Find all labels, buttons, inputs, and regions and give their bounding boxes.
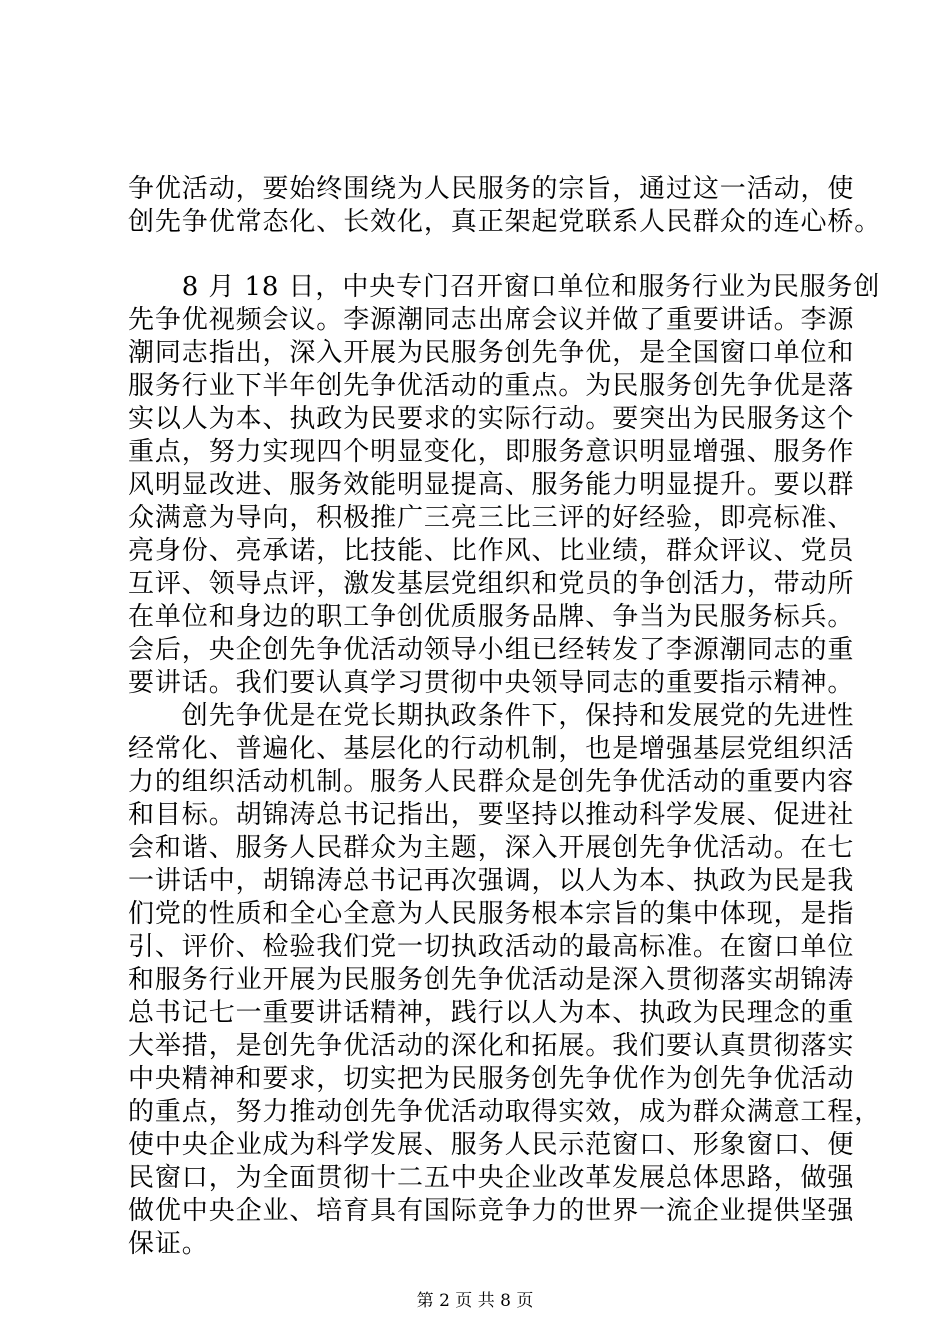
body-text-line: 民窗口，为全面贯彻十二五中央企业改革发展总体思路，做强 — [128, 1163, 855, 1193]
body-text-line: 亮身份、亮承诺，比技能、比作风、比业绩，群众评议、党员 — [128, 536, 855, 566]
body-text-line: 实以人为本、执政为民要求的实际行动。要突出为民服务这个 — [128, 404, 855, 434]
body-text-line: 们党的性质和全心全意为人民服务根本宗旨的集中体现，是指 — [128, 899, 855, 929]
body-text-line: 做优中央企业、培育具有国际竞争力的世界一流企业提供坚强 — [128, 1196, 855, 1226]
body-text-line: 大举措，是创先争优活动的深化和拓展。我们要认真贯彻落实 — [128, 1031, 855, 1061]
body-text-line: 总书记七一重要讲话精神，践行以人为本、执政为民理念的重 — [128, 998, 855, 1028]
body-text-line: 8 月 18 日，中央专门召开窗口单位和服务行业为民服务创 — [128, 272, 881, 302]
body-text-line: 使中央企业成为科学发展、服务人民示范窗口、形象窗口、便 — [128, 1130, 855, 1160]
body-text-line: 先争优视频会议。李源潮同志出席会议并做了重要讲话。李源 — [128, 305, 855, 335]
page-number-footer: 第 2 页 共 8 页 — [416, 1291, 534, 1311]
body-text-line-last: 保证。 — [128, 1229, 209, 1259]
body-text-line: 力的组织活动机制。服务人民群众是创先争优活动的重要内容 — [128, 767, 855, 797]
body-text-line: 会后，央企创先争优活动领导小组已经转发了李源潮同志的重 — [128, 635, 855, 665]
body-text-line: 一讲话中，胡锦涛总书记再次强调，以人为本、执政为民是我 — [128, 866, 855, 896]
body-text-line: 和服务行业开展为民服务创先争优活动是深入贯彻落实胡锦涛 — [128, 965, 855, 995]
body-text-line: 潮同志指出，深入开展为民服务创先争优，是全国窗口单位和 — [128, 338, 855, 368]
body-text-line: 经常化、普遍化、基层化的行动机制，也是增强基层党组织活 — [128, 734, 855, 764]
body-text-line: 服务行业下半年创先争优活动的重点。为民服务创先争优是落 — [128, 371, 855, 401]
body-text-line: 和目标。胡锦涛总书记指出，要坚持以推动科学发展、促进社 — [128, 800, 855, 830]
body-text-line: 创先争优常态化、长效化，真正架起党联系人民群众的连心桥。 — [128, 207, 882, 237]
body-text-line: 要讲话。我们要认真学习贯彻中央领导同志的重要指示精神。 — [128, 668, 855, 698]
body-text-line: 争优活动，要始终围绕为人民服务的宗旨，通过这一活动，使 — [128, 174, 855, 204]
body-text-line: 会和谐、服务人民群众为主题，深入开展创先争优活动。在七 — [128, 833, 855, 863]
body-text-line: 在单位和身边的职工争创优质服务品牌、争当为民服务标兵。 — [128, 602, 855, 632]
body-text-line: 众满意为导向，积极推广三亮三比三评的好经验，即亮标准、 — [128, 503, 855, 533]
body-text-line: 创先争优是在党长期执政条件下，保持和发展党的先进性 — [128, 701, 855, 731]
body-text-line: 的重点，努力推动创先争优活动取得实效，成为群众满意工程， — [128, 1097, 882, 1127]
body-text-line: 风明显改进、服务效能明显提高、服务能力明显提升。要以群 — [128, 470, 855, 500]
body-text-line: 引、评价、检验我们党一切执政活动的最高标准。在窗口单位 — [128, 932, 855, 962]
body-text-line: 中央精神和要求，切实把为民服务创先争优作为创先争优活动 — [128, 1064, 855, 1094]
body-text-line: 重点，努力实现四个明显变化，即服务意识明显增强、服务作 — [128, 437, 855, 467]
body-text-line: 互评、领导点评，激发基层党组织和党员的争创活力，带动所 — [128, 569, 855, 599]
